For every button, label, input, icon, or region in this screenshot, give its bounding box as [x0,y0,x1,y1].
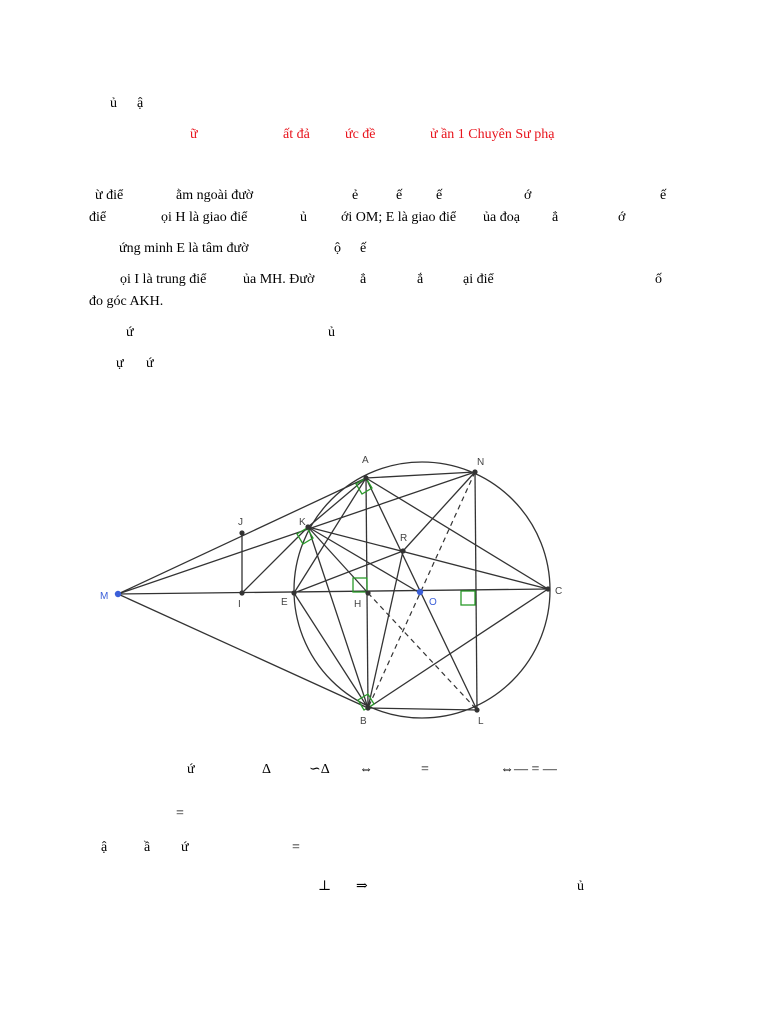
text-fragment: ủa MH. Đườ [243,272,315,287]
text-fragment: ⇒ [356,879,368,894]
point-b [365,705,370,710]
text-fragment: ọi I là trung điể [120,272,207,287]
label-h: H [354,599,362,610]
text-fragment: điể [89,210,107,225]
text-fragment: ậ [137,96,144,111]
point-o [417,589,423,595]
text-fragment: đo góc AKH. [89,294,164,309]
text-fragment: ự [116,356,124,371]
text-fragment: ớ [524,188,532,203]
text-fragment: ứng minh E là tâm đườ [119,241,249,256]
segment-kb [308,527,368,708]
text-fragment: ẻ [352,188,359,203]
label-r: R [400,533,408,544]
text-fragment: = [292,840,300,855]
segment-mb [118,594,368,708]
label-n: N [477,457,485,468]
text-fragment: ⇔ [359,762,373,777]
text-fragment: ừ điể [95,188,124,203]
label-j: J [238,517,243,528]
segment-kc [308,527,548,589]
point-c [545,586,550,591]
point-h [365,590,370,595]
segment-kh [308,527,368,593]
point-m [115,591,121,597]
segment-bl [368,708,477,710]
label-b: B [360,716,367,727]
text-fragment: ế [436,188,443,203]
text-fragment: ủ [577,879,584,894]
label-l: L [478,716,484,727]
text-fragment: ủa đoạ [483,210,520,225]
right-angle-c-side [461,591,475,605]
text-fragment: = [176,806,184,821]
segment-mn [118,472,475,594]
text-fragment: ⇔— = — [500,762,557,777]
text-fragment: ữ [190,127,198,142]
segment-mc [118,589,548,594]
segment-er [294,551,403,593]
point-n [472,469,477,474]
label-i: I [238,599,241,610]
point-e [291,590,296,595]
text-fragment: Δ [262,762,272,777]
text-fragment: ứ [181,840,189,855]
text-fragment: ủ [110,96,117,111]
point-a [363,475,368,480]
text-fragment: ∽Δ [309,762,330,777]
text-fragment: ứ [187,762,195,777]
text-fragment: ộ [334,241,341,256]
label-o: O [429,597,437,608]
text-fragment: ế [660,188,667,203]
text-fragment: ất đả [283,127,310,142]
text-fragment: ẳ [360,272,367,287]
label-k: K [299,517,306,528]
text-fragment: ế [360,241,367,256]
label-e: E [281,597,288,608]
point-k [305,524,310,529]
text-fragment: ậ [101,840,108,855]
text-fragment: ứ [126,325,134,340]
point-j [239,530,244,535]
text-fragment: ằm ngoài đườ [176,188,254,203]
text-fragment: ử ần 1 Chuyên Sư phạ [430,127,555,142]
point-l [474,707,479,712]
text-fragment: ầ [144,840,151,855]
text-fragment: ức đề [345,127,376,142]
segment-rb [368,551,403,708]
point-r [400,548,405,553]
text-fragment: ắ [417,272,424,287]
text-fragment: ứ [146,356,154,371]
label-m: M [100,591,109,602]
text-fragment: ố [655,272,662,287]
segment-ac [366,478,548,589]
text-fragment: ủ [328,325,335,340]
text-fragment: ọi H là giao điể [161,210,248,225]
text-fragment: ế [396,188,403,203]
text-fragment: ủ [300,210,307,225]
text-fragment: ớ [618,210,626,225]
text-fragment: = [421,762,429,777]
text-fragment: ới OM; E là giao điể [341,210,457,225]
label-a: A [362,455,369,466]
point-i [239,590,244,595]
text-fragment: ⊥ [318,879,332,894]
text-fragment: ẳ [552,210,559,225]
dashed-hl [368,593,477,710]
text-fragment: ại điể [463,272,494,287]
label-c: C [555,586,563,597]
